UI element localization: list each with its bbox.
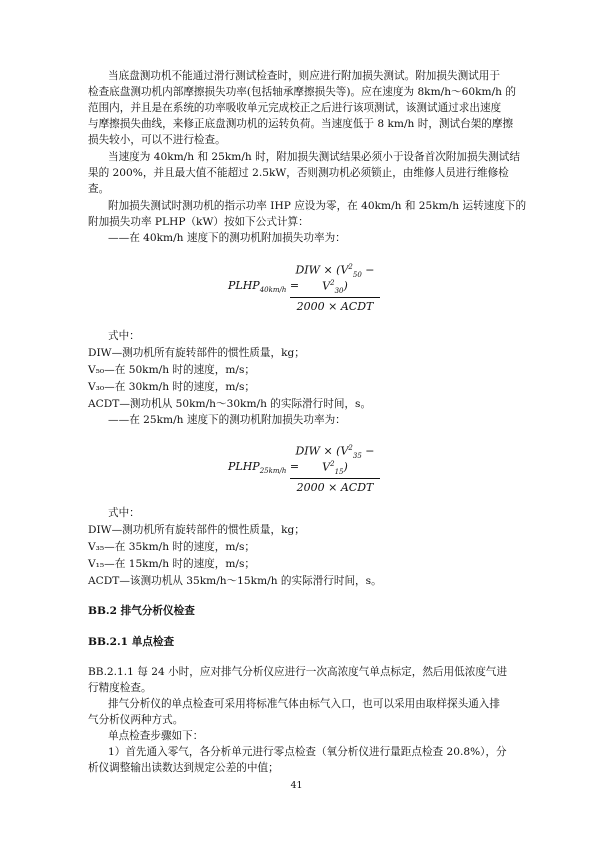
formula-40-denominator: 2000 × ACDT: [296, 299, 374, 313]
formula-25-lhs-var: PLHP: [228, 460, 260, 473]
formula-40-lhs: $PLHP_{40km/h}$ =: [228, 279, 300, 295]
bb211-line1: BB.2.1.1 每 24 小时，应对排气分析仪应进行一次高浓度气单点标定，然后用低浓度气进: [88, 666, 508, 678]
formula-25-denominator: 2000 × ACDT: [296, 480, 374, 494]
formula-25-fraction: [290, 444, 380, 494]
para1-line1: 当底盘测功机不能通过滑行测试检查时，则应进行附加损失测试。附加损失测试用于: [108, 70, 500, 82]
dash-40kmh: ——在 40km/h 速度下的测功机附加损失功率为：: [108, 232, 346, 244]
formula-25-numerator: DIW × $(V^2_{35} - V^2_{15})$: [295, 444, 375, 476]
def1-diw: DIW—测功机所有旋转部件的惯性质量，kg；: [88, 347, 305, 359]
formula-40-lhs-sub: 40km/h: [259, 286, 287, 295]
def2-diw: DIW—测功机所有旋转部件的惯性质量，kg；: [88, 524, 305, 536]
para2-line2: 果的 200%，并且最大值不能超过 2.5kW，否则测功机必须锁止，由维修人员进行维修检: [88, 167, 509, 179]
def2-v15: V₁₅—在 15km/h 时的速度，m/s；: [88, 558, 256, 570]
para6-line1: 1）首先通入零气，各分析单元进行零点检查（氧分析仪进行量距点检查 20.8%），分: [108, 746, 507, 758]
formula-25-lhs-sub: 25km/h: [259, 467, 287, 476]
para3-line1: 附加损失测试时测功机的指示功率 IHP 应设为零，在 40km/h 和 25km/h 运转速度下的: [108, 200, 527, 212]
para4-line2: 气分析仪两种方式。: [88, 714, 184, 726]
def1-v50: V₅₀—在 50km/h 时的速度，m/s；: [88, 364, 256, 376]
def1-acdt: ACDT—测功机从 50km/h～30km/h 的实际滑行时间，s。: [88, 398, 372, 410]
formula-40-numerator: DIW × $(V^2_{50} - V^2_{30})$: [295, 263, 375, 295]
para1-line4: 与摩擦损失曲线，来修正底盘测功机的运转负荷。当速度低于 8 km/h 时，测试台架的摩擦: [88, 118, 514, 130]
def2-v35: V₃₅—在 35km/h 时的速度，m/s；: [88, 541, 256, 553]
para1-line3: 范围内，并且是在系统的功率吸收单元完成校正之后进行该项测试，该测试通过求出速度: [88, 102, 502, 114]
heading-bb21: BB.2.1 单点检查: [88, 636, 175, 648]
heading-bb2: BB.2 排气分析仪检查: [88, 605, 195, 617]
formula-25-lhs: $PLHP_{25km/h}$ =: [228, 460, 300, 476]
para2-line3: 查。: [88, 183, 110, 195]
para1-line2: 检查底盘测功机内部摩擦损失功率(包括轴承摩擦损失等)。应在速度为 8km/h～60km/h 的: [88, 86, 516, 98]
para1-line5: 损失较小，可以不进行检查。: [88, 134, 226, 146]
def1-v30: V₃₀—在 30km/h 时的速度，m/s；: [88, 381, 256, 393]
formula-40-lhs-var: PLHP: [228, 279, 260, 292]
para4-line1: 排气分析仪的单点检查可采用将标准气体由标气入口，也可以采用由取样探头通入排: [108, 698, 500, 710]
where-label-1: 式中：: [108, 330, 140, 342]
bb211-line2: 行精度检查。: [88, 682, 152, 694]
para3-line2: 附加损失功率 PLHP（kW）按如下公式计算：: [88, 216, 309, 228]
formula-40-fraction: [290, 263, 380, 313]
page-number: 41: [290, 780, 303, 791]
para6-line2: 析仪调整输出读数达到规定公差的中值；: [88, 762, 279, 774]
para5: 单点检查步骤如下：: [108, 730, 204, 742]
where-label-2: 式中：: [108, 507, 140, 519]
dash-25kmh: ——在 25km/h 速度下的测功机附加损失功率为：: [108, 414, 346, 426]
def2-acdt: ACDT—该测功机从 35km/h～15km/h 的实际滑行时间，s。: [88, 575, 382, 587]
para2-line1: 当速度为 40km/h 和 25km/h 时，附加损失测试结果必须小于设备首次附加损失测试结: [108, 151, 520, 163]
